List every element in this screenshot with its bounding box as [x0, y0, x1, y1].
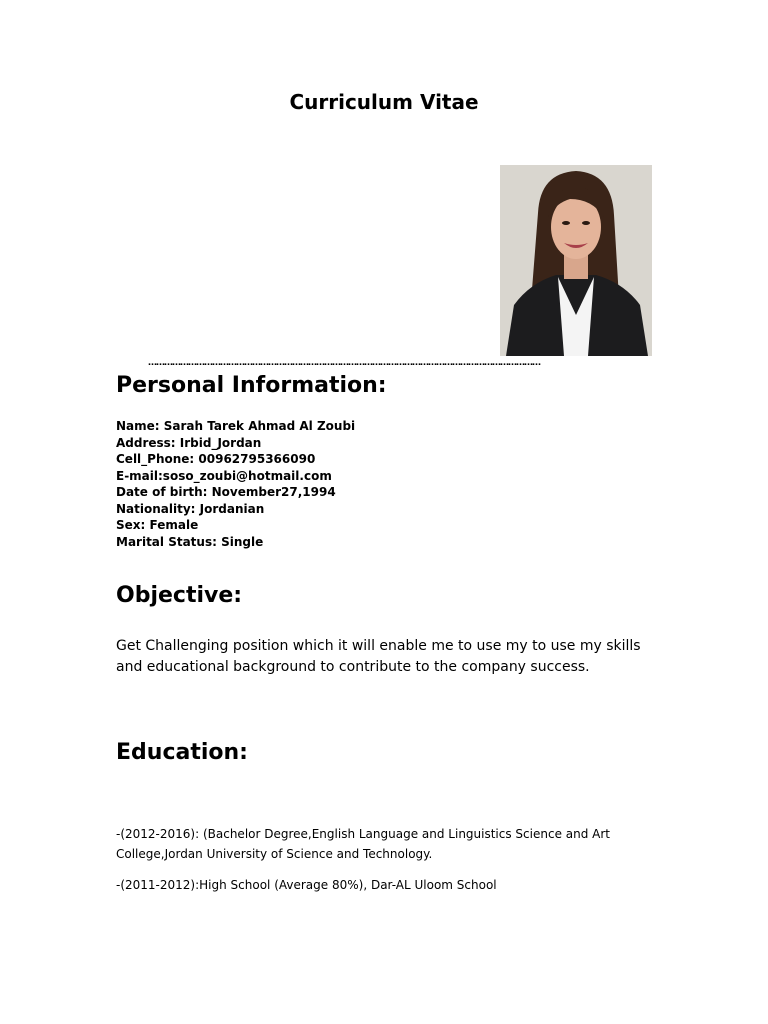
marital-status-line: Marital Status: Single	[116, 534, 264, 549]
separator-line: …………………………………………………………………………………………………………………………………	[148, 358, 540, 368]
personal-information-heading: Personal Information:	[116, 373, 387, 398]
sex-line: Sex: Female	[116, 518, 199, 532]
objective-heading: Objective:	[116, 583, 243, 608]
education-item-bachelor: -(2012-2016): (Bachelor Degree,English Language and Linguistics Science and Art College,Jordan University of Science and Technology.	[116, 827, 611, 861]
address-line: Address: Irbid_Jordan	[116, 435, 262, 450]
nationality-line: Nationality: Jordanian	[116, 501, 265, 516]
name-line: Name: Sarah Tarek Ahmad Al Zoubi	[116, 419, 356, 433]
objective-text: Get Challenging position which it will enable me to use my to use my skills and educational background to contribute to the company success.	[116, 638, 641, 675]
portrait-image	[500, 165, 652, 356]
profile-photo	[500, 165, 652, 356]
education-heading: Education:	[116, 740, 248, 765]
birth-date-line: Date of birth: November27,1994	[116, 485, 336, 499]
personal-information-block	[116, 418, 656, 550]
document-title: Curriculum Vitae	[289, 90, 479, 114]
email-line: E-mail:soso_zoubi@hotmail.com	[116, 468, 332, 483]
phone-line: Cell_Phone: 00962795366090	[116, 452, 316, 466]
education-item-high-school: -(2011-2012):High School (Average 80%), Dar-AL Uloom School	[116, 878, 497, 892]
